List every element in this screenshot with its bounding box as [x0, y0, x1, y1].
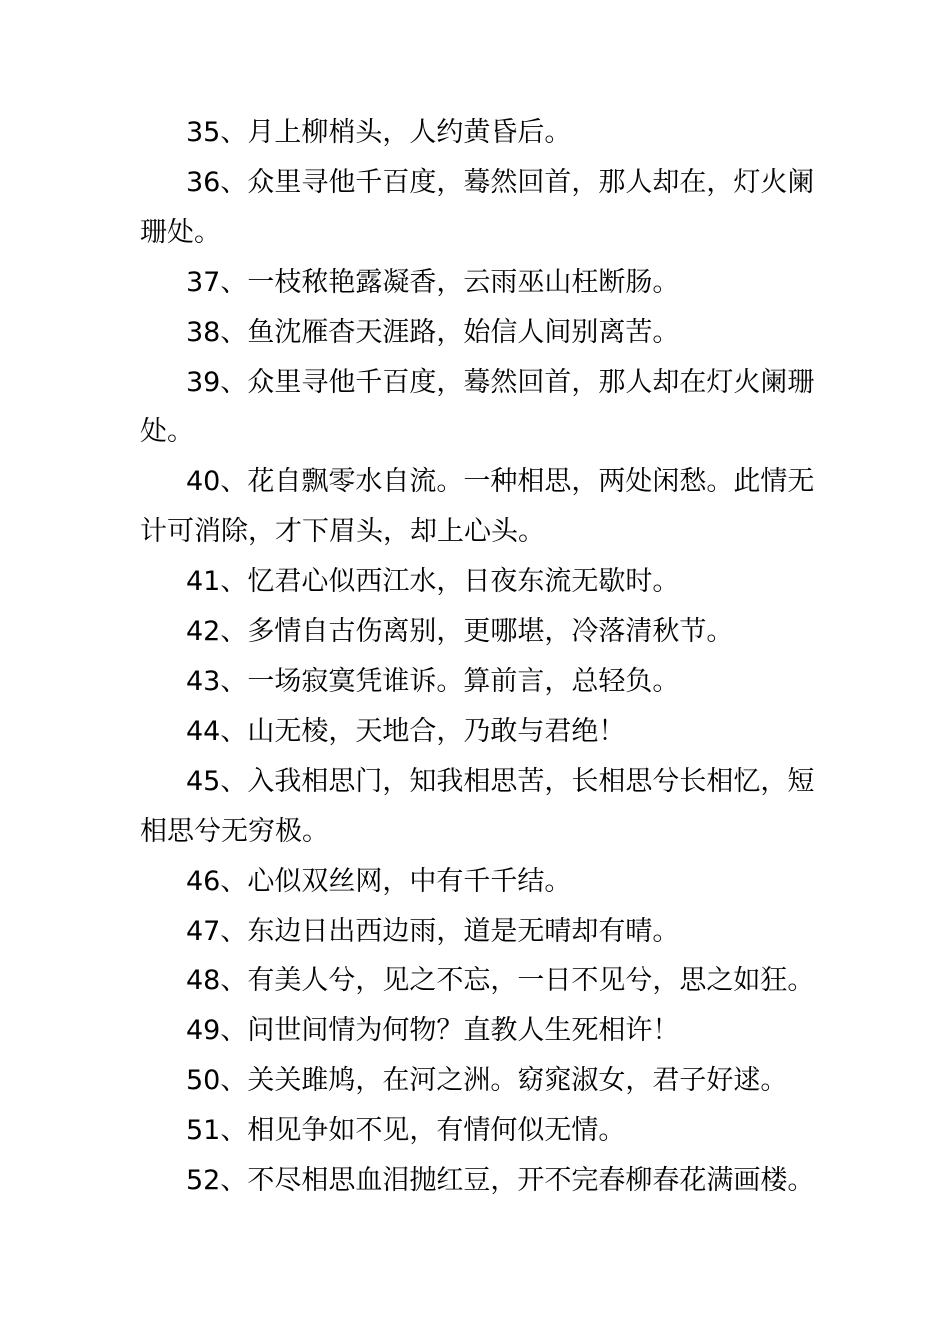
verse-39: 39、众里寻他千百度，蓦然回首，那人却在灯火阑珊处。 — [140, 366, 815, 448]
verse-48: 48、有美人兮，见之不忘，一日不见兮，思之如狂。 — [186, 965, 815, 997]
verse-45: 45、入我相思门，知我相思苦，长相思兮长相忆，短相思兮无穷极。 — [140, 765, 815, 847]
document-page — [140, 108, 820, 1206]
verse-35: 35、月上柳梢头，人约黄昏后。 — [186, 117, 572, 148]
verse-37: 37、一枝秾艳露凝香，云雨巫山枉断肠。 — [186, 266, 680, 298]
verse-38: 38、鱼沈雁杳天涯路，始信人间别离苦。 — [186, 316, 680, 348]
verse-52: 52、不尽相思血泪抛红豆，开不完春柳春花满画楼。 — [186, 1165, 815, 1197]
verse-47: 47、东边日出西边雨，道是无晴却有晴。 — [186, 915, 680, 947]
verse-43: 43、一场寂寞凭谁诉。算前言，总轻负。 — [186, 665, 680, 697]
verse-36: 36、众里寻他千百度，蓦然回首，那人却在，灯火阑珊处。 — [140, 166, 815, 248]
verse-42: 42、多情自古伤离别，更哪堪，冷落清秋节。 — [186, 616, 734, 648]
verse-40: 40、花自飘零水自流。一种相思，两处闲愁。此情无计可消除，才下眉头，却上心头。 — [140, 466, 815, 548]
verse-41: 41、忆君心似西江水，日夜东流无歇时。 — [186, 566, 680, 598]
verse-44: 44、山无棱，天地合，乃敢与君绝！ — [186, 715, 626, 747]
verse-46: 46、心似双丝网，中有千千结。 — [186, 865, 572, 897]
verse-49: 49、问世间情为何物？直教人生死相许！ — [186, 1015, 680, 1047]
verse-50: 50、关关雎鸠，在河之洲。窈窕淑女，君子好逑。 — [186, 1065, 788, 1097]
verse-51: 51、相见争如不见，有情何似无情。 — [186, 1115, 626, 1147]
